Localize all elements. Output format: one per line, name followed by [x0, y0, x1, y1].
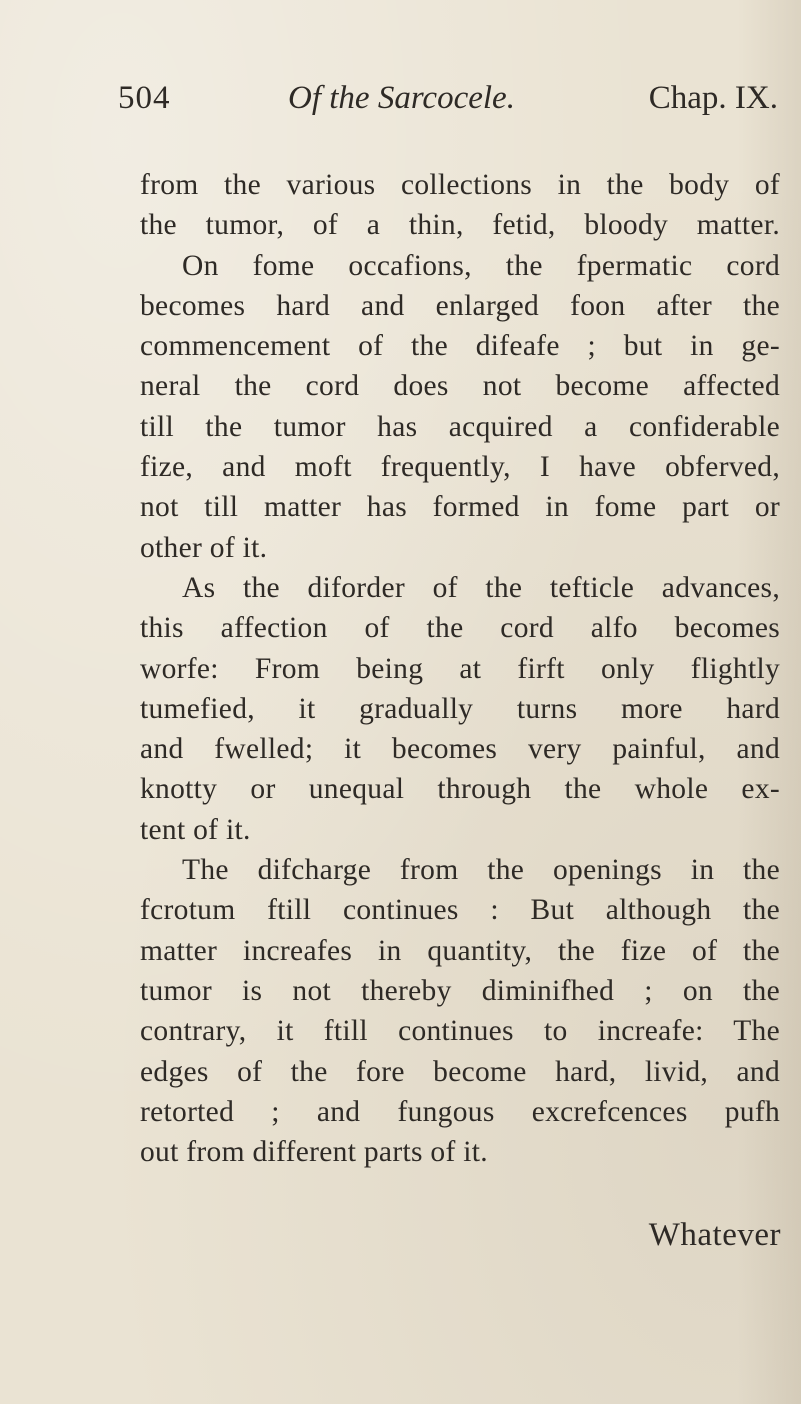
text-line: worfe: From being at firft only flightly: [140, 652, 780, 685]
text-line: not till matter has formed in fome part or: [140, 491, 780, 524]
page-number: 504: [118, 80, 171, 116]
text-line: fcrotum ftill continues : But although the: [140, 894, 780, 927]
text-line: becomes hard and enlarged foon after the: [140, 289, 780, 322]
text-line: tumor is not thereby diminifhed ; on the: [140, 974, 780, 1007]
text-line: out from different parts of it.: [140, 1136, 488, 1169]
chapter-label: Chap. IX.: [648, 80, 778, 116]
text-line: the tumor, of a thin, fetid, bloody matter.: [140, 209, 780, 242]
text-line: contrary, it ftill continues to increafe: The: [140, 1015, 780, 1048]
text-line: matter increafes in quantity, the fize of the: [140, 934, 780, 967]
text-line: commencement of the difeafe ; but in ge-: [140, 330, 780, 363]
text-line: tumefied, it gradually turns more hard: [140, 692, 780, 725]
text-line: till the tumor has acquired a confiderable: [140, 410, 780, 443]
catchword: Whatever: [648, 1217, 781, 1253]
body-text: [140, 165, 780, 1172]
text-line: knotty or unequal through the whole ex-: [140, 773, 780, 806]
page-header: [118, 80, 778, 130]
text-line: neral the cord does not become affected: [140, 370, 780, 403]
text-line: and fwelled; it becomes very painful, and: [140, 733, 780, 766]
text-line: from the various collections in the body of: [140, 169, 780, 201]
text-line: edges of the fore become hard, livid, and: [140, 1055, 780, 1088]
text-line: this affection of the cord alfo becomes: [140, 612, 780, 645]
text-line: On fome occafions, the fpermatic cord: [182, 249, 780, 282]
running-title: Of the Sarcocele.: [288, 80, 515, 116]
text-line: fize, and moft frequently, I have obferved,: [140, 451, 780, 484]
text-line: The difcharge from the openings in the: [182, 854, 780, 887]
text-line: other of it.: [140, 531, 268, 564]
text-line: retorted ; and fungous excrefcences pufh: [140, 1095, 780, 1128]
text-line: tent of it.: [140, 813, 251, 846]
text-line: As the diforder of the tefticle advances,: [182, 571, 780, 604]
